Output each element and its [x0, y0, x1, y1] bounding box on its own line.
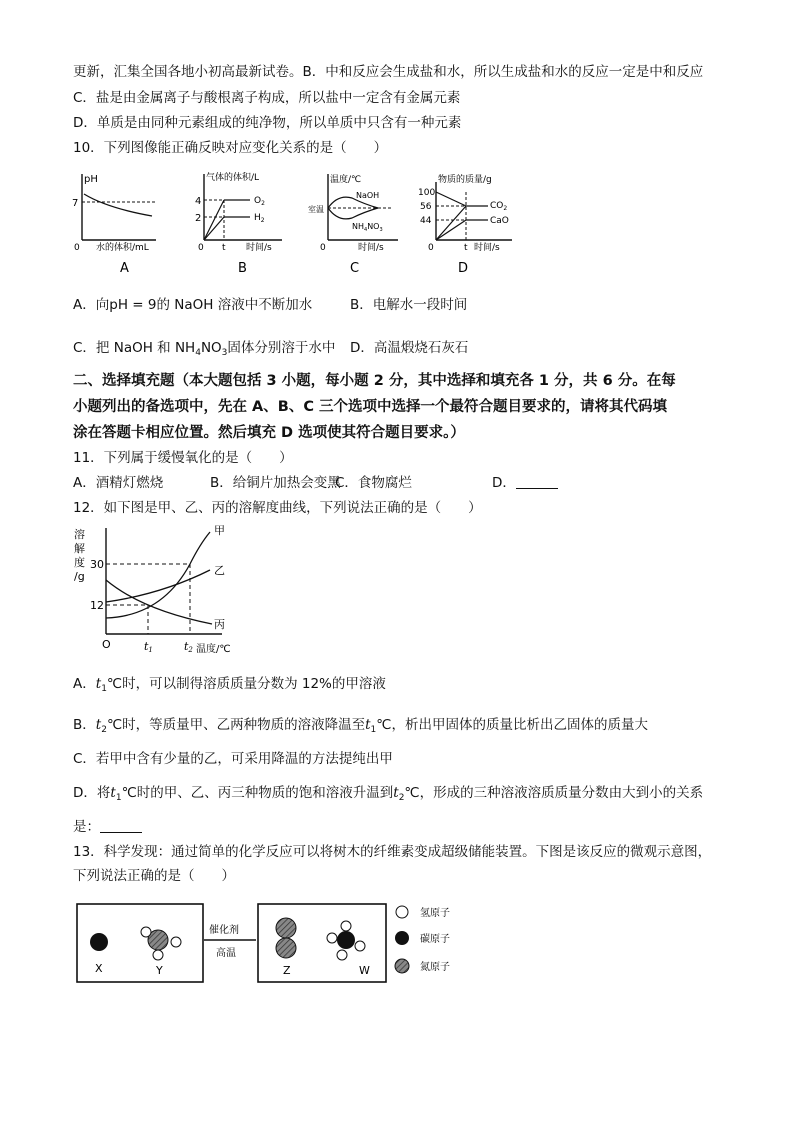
- graph-c-xlabel: 时间/s: [358, 243, 384, 253]
- z-label: Z: [283, 964, 291, 977]
- graph-b-zero: 0: [198, 243, 204, 253]
- graph-b-label: B: [238, 261, 247, 276]
- graph-c-nh4no3: $NH_4NO_3$: [352, 222, 383, 233]
- q12-ylabel-2: 解: [74, 542, 85, 555]
- condition-label: 高温: [216, 948, 236, 959]
- graph-b-ylabel: 气体的体积/L: [206, 173, 260, 183]
- q11-answer-blank[interactable]: [516, 476, 558, 489]
- x-carbon-atom: [90, 933, 108, 951]
- section2-line-1: 二、选择填充题（本大题包括 3 小题，每小题 2 分，其中选择和填充各 1 分，共 6 分。在每: [73, 373, 676, 389]
- graph-d-co2: $CO_2$: [490, 201, 508, 212]
- graph-d-tick-44: 44: [420, 216, 432, 226]
- q10-graph-c: [308, 168, 403, 278]
- w-carbon-atom: [337, 931, 355, 949]
- graph-d-xlabel: 时间/s: [474, 243, 500, 253]
- q12-xlabel: 温度/℃: [196, 644, 231, 655]
- legend-hydrogen-icon: [396, 906, 408, 918]
- graph-b-o2: $O_2$: [254, 196, 265, 207]
- graph-d-t: t: [464, 243, 468, 253]
- text-line-1: 更新，汇集全国各地小初高最新试卷。B．中和反应会生成盐和水，所以生成盐和水的反应一定是中和反应: [73, 64, 704, 80]
- q10-stem: 10．下列图像能正确反映对应变化关系的是（ ）: [73, 140, 388, 156]
- q12-option-d: D．将$t_1℃$时的甲、乙、丙三种物质的饱和溶液升温到$t_2℃$，形成的三种溶液溶质质量分数由大到小的关系: [73, 785, 704, 803]
- q11-option-a: A．酒精灯燃烧: [73, 475, 164, 491]
- q12-tick-12: 12: [90, 599, 104, 612]
- q10-option-c: C．把 NaOH 和 $NH_4NO_3$固体分别溶于水中: [73, 340, 336, 358]
- q12-ylabel-1: 溶: [74, 528, 85, 541]
- graph-b-tick-2: 2: [195, 213, 202, 224]
- y-hydrogen-atom: [171, 937, 181, 947]
- q13-reaction-diagram: [76, 898, 476, 986]
- w-hydrogen-atom: [355, 941, 365, 951]
- q12-answer-blank[interactable]: [100, 820, 142, 833]
- legend-hydrogen: 氢原子: [420, 908, 450, 919]
- graph-d-cao: CaO: [490, 216, 509, 226]
- q12-option-c: C．若甲中含有少量的乙，可采用降温的方法提纯出甲: [73, 751, 393, 767]
- graph-d-ylabel: 物质的质量/g: [438, 175, 492, 185]
- w-hydrogen-atom: [337, 950, 347, 960]
- q12-tick-30: 30: [90, 558, 104, 571]
- w-hydrogen-atom: [341, 921, 351, 931]
- q10-option-d: D．高温煅烧石灰石: [350, 340, 469, 356]
- y-hydrogen-atom: [153, 950, 163, 960]
- catalyst-label: 催化剂: [209, 925, 239, 936]
- graph-b-tick-4: 4: [195, 196, 202, 207]
- q12-t2: t2: [184, 640, 193, 654]
- q11-option-b: B．给铜片加热会变黑: [210, 475, 341, 491]
- graph-c-ylabel: 温度/℃: [330, 175, 362, 185]
- graph-d-label: D: [458, 261, 469, 276]
- q12-stem: 12．如下图是甲、乙、丙的溶解度曲线，下列说法正确的是（ ）: [73, 500, 482, 516]
- q12-origin: O: [102, 638, 111, 651]
- graph-b-h2: $H_2$: [254, 213, 265, 224]
- q11-stem: 11．下列属于缓慢氧化的是（ ）: [73, 450, 293, 466]
- q10-option-a: A．向pH = 9的 NaOH 溶液中不断加水: [73, 297, 313, 313]
- graph-a-label: A: [120, 261, 129, 276]
- legend-nitrogen: 氮原子: [420, 962, 450, 973]
- q12-label-yi: 乙: [214, 564, 225, 577]
- q10-option-b: B．电解水一段时间: [350, 297, 468, 313]
- graph-c-room: 室温: [308, 205, 324, 214]
- y-hydrogen-atom: [141, 927, 151, 937]
- graph-a-xlabel: 水的体积/mL: [96, 243, 149, 253]
- z-nitrogen-atom: [276, 918, 296, 938]
- z-nitrogen-atom: [276, 938, 296, 958]
- y-label: Y: [156, 964, 163, 977]
- graph-c-label: C: [350, 261, 360, 276]
- q11-option-c: C．食物腐烂: [335, 475, 412, 491]
- graph-d-tick-56: 56: [420, 202, 432, 212]
- q12-ylabel-4: /g: [74, 570, 85, 583]
- q11-option-d: D．: [492, 474, 558, 492]
- graph-c-naoh: NaOH: [356, 191, 380, 200]
- q12-ylabel-3: 度: [74, 556, 85, 569]
- q12-label-bing: 丙: [214, 618, 225, 631]
- q10-graph-b: [192, 168, 287, 278]
- section2-line-2: 小题列出的备选项中，先在 A、B、C 三个选项中选择一个最符合题目要求的，请将其代码填: [73, 399, 668, 415]
- graph-a-tick-7: 7: [72, 198, 79, 209]
- q10-graph-d: [416, 168, 516, 278]
- graph-c-zero: 0: [320, 243, 326, 253]
- graph-d-tick-100: 100: [418, 188, 436, 198]
- graph-b-xlabel: 时间/s: [246, 243, 272, 253]
- q10-graph-a: [72, 168, 162, 278]
- q13-stem-2: 下列说法正确的是（ ）: [73, 868, 235, 884]
- legend-carbon: 碳原子: [420, 934, 450, 945]
- legend-carbon-icon: [395, 931, 409, 945]
- q12-t1: t1: [144, 640, 153, 654]
- q12-option-d-line2: 是：: [73, 818, 142, 836]
- section2-line-3: 涂在答题卡相应位置。然后填充 D 选项使其符合题目要求。）: [73, 425, 465, 441]
- q12-option-b: B．$t_2℃$时，等质量甲、乙两种物质的溶液降温至$t_1℃$，析出甲固体的质量比析出乙固体的质量大: [73, 717, 648, 735]
- x-label: X: [95, 962, 103, 975]
- w-label: W: [359, 964, 370, 977]
- graph-a-ylabel: pH: [84, 174, 98, 185]
- q12-option-a: A．$t_1℃$时，可以制得溶质质量分数为 12%的甲溶液: [73, 676, 386, 694]
- q13-stem-1: 13．科学发现：通过简单的化学反应可以将树木的纤维素变成超级储能装置。下图是该反应的微观示意图，: [73, 844, 712, 860]
- q12-solubility-graph: [72, 522, 252, 662]
- graph-b-t: t: [222, 243, 226, 253]
- text-line-2: C．盐是由金属离子与酸根离子构成，所以盐中一定含有金属元素: [73, 90, 461, 106]
- q12-label-jia: 甲: [214, 524, 225, 537]
- legend-nitrogen-icon: [395, 959, 409, 973]
- w-hydrogen-atom: [327, 933, 337, 943]
- text-line-3: D．单质是由同种元素组成的纯净物，所以单质中只含有一种元素: [73, 115, 462, 131]
- graph-d-zero: 0: [428, 243, 434, 253]
- graph-a-zero: 0: [74, 243, 80, 253]
